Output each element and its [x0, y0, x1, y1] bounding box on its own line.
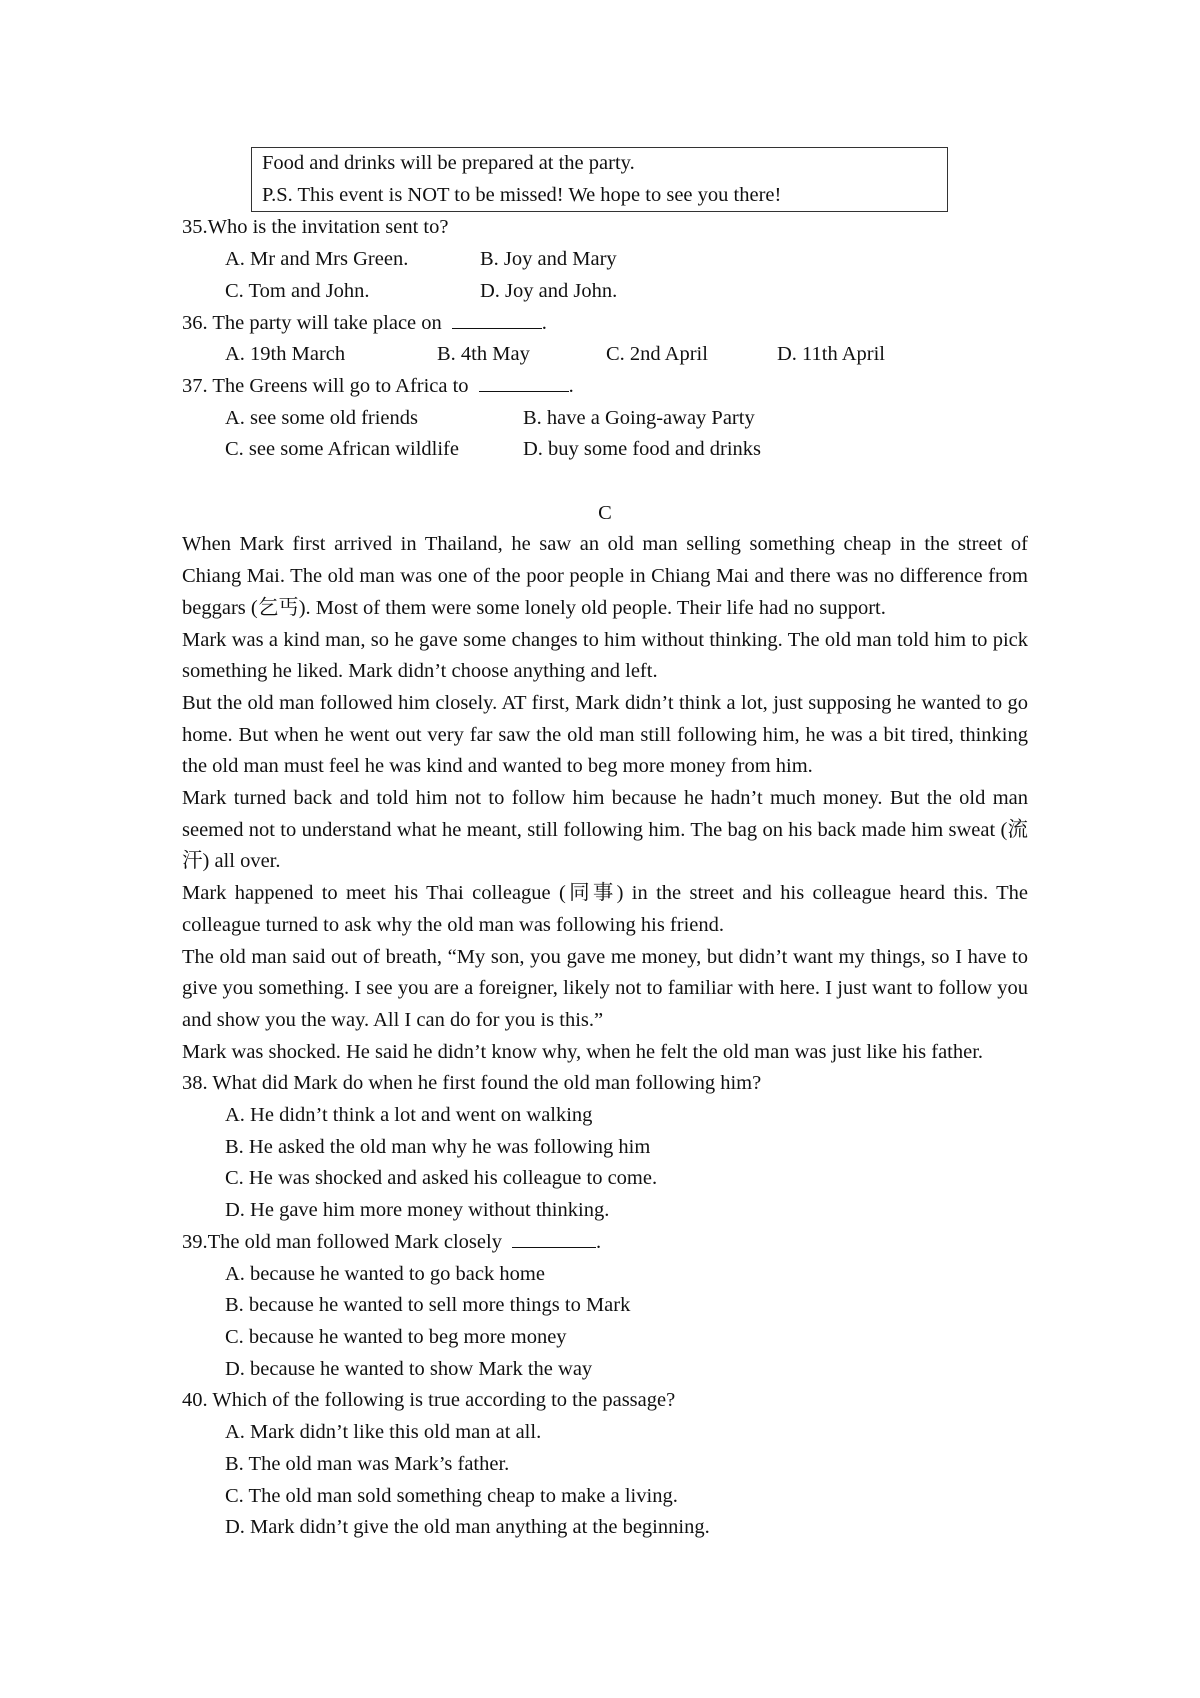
passage-paragraph: The old man said out of breath, “My son, you gave me money, but didn’t want my things, so I have to give you something. I see you are a foreigner, likely not to familiar with here. I just want to follow you and show you the way. All I can do for you is this.”: [182, 945, 1028, 1031]
question-options: [182, 339, 1028, 371]
option-d: D. because he wanted to show Mark the way: [225, 1357, 593, 1380]
passage-paragraph: Mark turned back and told him not to follow him because he hadn’t much money. But the old man seemed not to understand what he meant, still following him. The bag on his back made him sweat (流汗) all over.: [182, 787, 1028, 873]
question-stem: 39.The old man followed Mark closely: [182, 1230, 502, 1253]
option-d: D. Joy and John.: [480, 279, 618, 302]
passage-paragraph: Mark was shocked. He said he didn’t know why, when he felt the old man was just like his father.: [182, 1040, 984, 1063]
option-a: A. 19th March: [225, 343, 346, 366]
answer-blank: [479, 371, 569, 392]
question-stem: 38. What did Mark do when he first found the old man following him?: [182, 1072, 762, 1095]
option-d: D. He gave him more money without thinking.: [225, 1199, 610, 1222]
question-options: [182, 1100, 1028, 1227]
answer-blank: [512, 1227, 596, 1248]
question-stem: 37. The Greens will go to Africa to: [182, 374, 469, 397]
passage-paragraph: Mark happened to meet his Thai colleague (同事) in the street and his colleague heard this. The colleague turned to ask why the old man was following his friend.: [182, 882, 1028, 936]
option-c: C. The old man sold something cheap to make a living.: [225, 1484, 678, 1507]
question-stem-line: 36. The party will take place on .: [182, 308, 1028, 340]
invitation-notice-box: [251, 147, 948, 212]
question-options: [182, 403, 1028, 466]
option-b: B. The old man was Mark’s father.: [225, 1452, 510, 1475]
option-b: B. because he wanted to sell more things to Mark: [225, 1294, 631, 1317]
section-heading: C: [598, 501, 612, 524]
answer-blank: [452, 308, 542, 329]
question-stem-line: 37. The Greens will go to Africa to .: [182, 371, 1028, 403]
option-b: B. Joy and Mary: [480, 248, 617, 271]
option-b: B. He asked the old man why he was following him: [225, 1135, 651, 1158]
option-c: C. 2nd April: [606, 343, 708, 366]
question-37: [182, 371, 1028, 466]
question-stem: 40. Which of the following is true according to the passage?: [182, 1389, 676, 1412]
question-stem: 35.Who is the invitation sent to?: [182, 216, 449, 239]
option-a: A. Mark didn’t like this old man at all.: [225, 1421, 542, 1444]
option-d: D. buy some food and drinks: [523, 438, 762, 461]
option-a: A. He didn’t think a lot and went on walking: [225, 1104, 593, 1127]
question-40: [182, 1385, 1028, 1544]
passage-paragraph: When Mark first arrived in Thailand, he saw an old man selling something cheap in the street of Chiang Mai. The old man was one of the poor people in Chiang Mai and there was no difference from beggars (乞丐). Most of them were some lonely old people. Their life had no support.: [182, 533, 1028, 619]
question-39: [182, 1227, 1028, 1386]
exam-page: [182, 147, 1028, 1544]
passage-paragraph: But the old man followed him closely. AT first, Mark didn’t think a lot, just supposing he wanted to go home. But when he went out very far saw the old man still following him, he was a bit tired, thinking the old man must feel he was kind and wanted to beg more money from him.: [182, 691, 1028, 778]
option-d: D. Mark didn’t give the old man anything at the beginning.: [225, 1516, 710, 1539]
reading-passage: [182, 529, 1028, 1068]
question-stem: 36. The party will take place on: [182, 311, 442, 334]
question-36: [182, 308, 1028, 371]
question-options: [182, 1259, 1028, 1386]
question-options: [182, 244, 1028, 307]
option-d: D. 11th April: [777, 343, 886, 366]
notice-line: P.S. This event is NOT to be missed! We hope to see you there!: [262, 183, 782, 206]
question-options: [182, 1417, 1028, 1544]
option-c: C. see some African wildlife: [225, 438, 459, 461]
option-b: B. have a Going-away Party: [523, 406, 755, 429]
question-stem-line: 39.The old man followed Mark closely .: [182, 1227, 1028, 1259]
blank-line: [182, 466, 1028, 498]
option-c: C. Tom and John.: [225, 279, 370, 302]
option-c: C. because he wanted to beg more money: [225, 1326, 567, 1348]
option-a: A. Mr and Mrs Green.: [225, 248, 409, 271]
option-a: A. see some old friends: [225, 406, 418, 429]
passage-paragraph: Mark was a kind man, so he gave some changes to him without thinking. The old man told him to pick something he liked. Mark didn’t choose anything and left.: [182, 628, 1028, 683]
question-35: [182, 212, 1028, 307]
notice-line: Food and drinks will be prepared at the party.: [262, 152, 635, 174]
question-38: [182, 1068, 1028, 1227]
option-a: A. because he wanted to go back home: [225, 1262, 545, 1285]
option-c: C. He was shocked and asked his colleague to come.: [225, 1167, 658, 1190]
option-b: B. 4th May: [437, 343, 530, 366]
